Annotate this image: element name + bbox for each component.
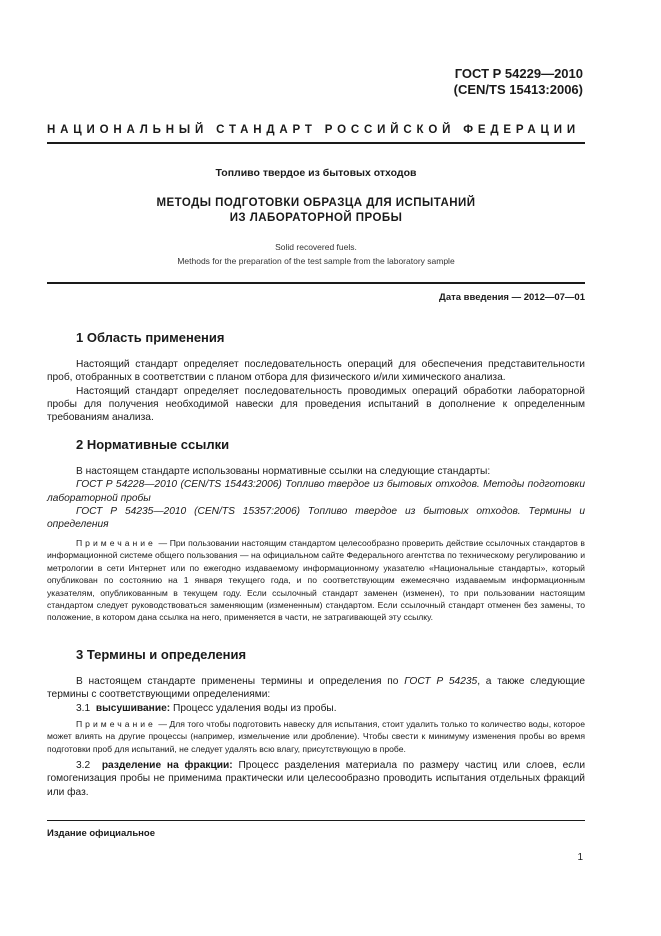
term-name: высушивание: [95,702,171,714]
intro-reference: ГОСТ Р 54235 [404,676,478,687]
note-text: — Для того чтобы подготовить навеску для испытания, стоит удалить только то количество воды, которое может влиять на другие процессы (например, измельчение или дробление). Чтобы свести к минимуму изменения пробы во время подготовки проб для испытаний, не следует удалять всю влагу, присутствующую в пробе. [47,719,585,754]
designation-international: (CEN/TS 15413:2006) [453,82,583,97]
term-number: 3.1 [76,702,91,714]
section-2-paragraph: В настоящем стандарте использованы нормативные ссылки на следующие стандарты: [76,466,491,477]
section-2-note [47,537,585,624]
term-3-2 [47,759,585,799]
term-definition: Процесс удаления воды из пробы. [170,702,337,714]
document-title [47,196,585,226]
note-label: Примечание [76,538,156,548]
section-3-note [47,718,585,755]
section-1-body [47,358,585,424]
section-3-body [47,675,585,715]
note-text: — При пользовании настоящим стандартом целесообразно проверить действие ссылочных стандартов в информационной системе общего пользования — на официальном сайте Федерального агентства по техническому регулированию и метрологии в сети Интернет или по ежегодно издаваемому информационному указателю «Национальные стандарты», который опубликован по состоянию на 1 января текущего года, и по соответствующим ежемесячно издаваемым информационным указателям, опубликованным в текущем году. Если ссылочный стандарт заменен (изменен), то при пользовании настоящим стандартом следует руководствоваться заменяющим (измененным) стандартом. Если ссылочный стандарт отменен без замены, то положение, в котором дана ссылка на него, применяется в части, не затрагивающей эту ссылку. [47,538,585,623]
title-line-1: МЕТОДЫ ПОДГОТОВКИ ОБРАЗЦА ДЛЯ ИСПЫТАНИЙ [156,197,476,209]
english-title [47,240,585,268]
header-rule [47,142,585,144]
section-3-heading: 3 Термины и определения [76,647,247,662]
english-title-line-2: Methods for the preparation of the test sample from the laboratory sample [177,256,455,266]
designation-number: ГОСТ Р 54229—2010 [454,66,583,81]
term-definition: Процесс разделения материала по размеру частиц или слоев, если гомогенизация пробы не применима практически или целесообразно проводить испытания отдельных фракций или фаз. [47,760,586,798]
standard-designation [454,66,583,98]
english-title-line-1: Solid recovered fuels. [275,242,357,252]
term-name: разделение на фракции: [101,760,233,771]
national-standard-banner: НАЦИОНАЛЬНЫЙ СТАНДАРТ РОССИЙСКОЙ ФЕДЕРАЦИИ [47,124,580,136]
page-number: 1 [577,852,583,863]
title-line-2: ИЗ ЛАБОРАТОРНОЙ ПРОБЫ [229,212,403,224]
section-1-heading: 1 Область применения [76,330,225,345]
effective-date: Дата введения — 2012—07—01 [439,292,585,303]
section-2-body [47,465,585,531]
footer-rule [47,820,585,821]
term-number: 3.2 [76,760,91,771]
section-3-term-2 [47,759,585,799]
section-1-paragraph: Настоящий стандарт определяет последовательность операций для обеспечения представительности проб, отобранных в соответствии с планом отбора для физического и/или химического анализа. [47,359,585,384]
term-3-1 [47,702,585,715]
note-label: Примечание [76,719,156,729]
section-1-paragraph: Настоящий стандарт определяет последовательность проводимых операций обработки лабораторной пробы для получения необходимой навески для проведения испытаний в дополнение к определенным требованиям анализа. [47,385,585,424]
normative-reference: ГОСТ Р 54235—2010 (CEN/TS 15357:2006) Топливо твердое из бытовых отходов. Термины и определения [47,505,585,531]
section-2-heading: 2 Нормативные ссылки [76,437,230,452]
section-3-intro: В настоящем стандарте применены термины и определения по ГОСТ Р 54235, а также следующие термины с соответствующими определениями: [47,676,586,701]
title-subject: Топливо твердое из бытовых отходов [215,167,417,179]
title-rule [47,282,585,284]
normative-reference: ГОСТ Р 54228—2010 (CEN/TS 15443:2006) Топливо твердое из бытовых отходов. Методы подготовки лабораторной пробы [47,479,585,504]
official-edition-label: Издание официальное [47,828,155,839]
